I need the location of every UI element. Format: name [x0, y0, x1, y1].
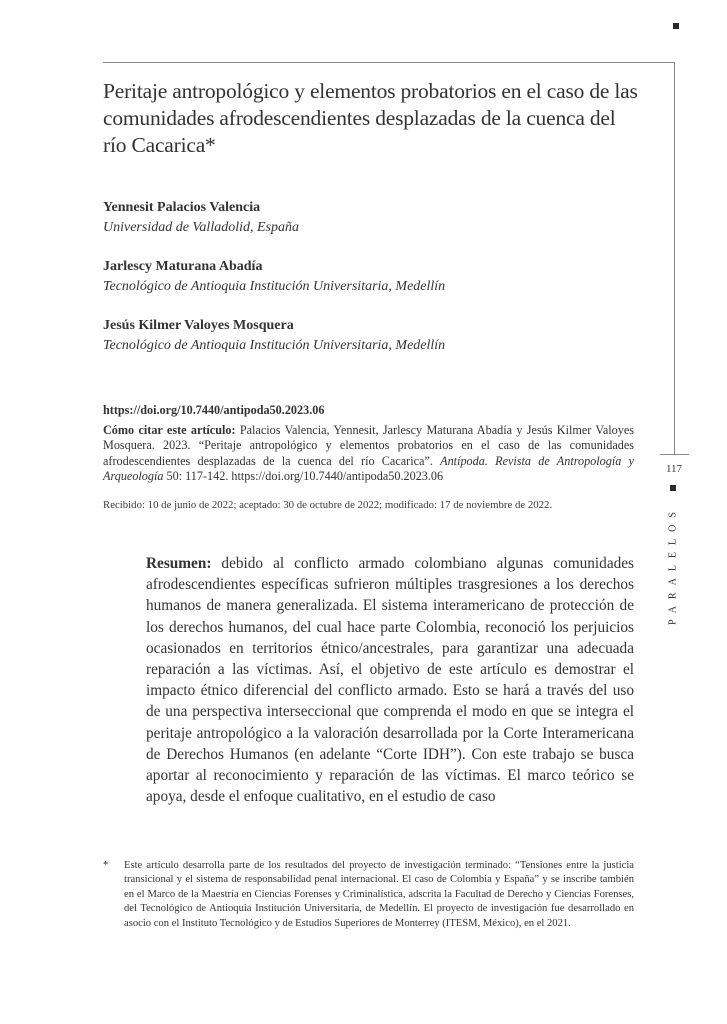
abstract	[146, 553, 634, 807]
citation-block	[103, 423, 634, 484]
publication-dates: Recibido: 10 de junio de 2022; aceptado: 30 de octubre de 2022; modificado: 17 de noviembre de 2022.	[103, 499, 553, 511]
author-name: Jesús Kilmer Valoyes Mosquera	[103, 318, 294, 333]
frame-tick-rule	[660, 454, 689, 455]
citation-label: Cómo citar este artículo:	[103, 423, 236, 437]
section-marker-square	[670, 485, 676, 491]
author-name: Jarlescy Maturana Abadía	[103, 259, 263, 274]
doi-link[interactable]: https://doi.org/10.7440/antipoda50.2023.06	[103, 403, 325, 417]
footnote-text: Este artículo desarrolla parte de los resultados del proyecto de investigación terminado: “Tensiones entre la justicia transicional y el sistema de responsabilidad penal internacional. El caso de Colombia y España” y se inscribe también en el Marco de la Maestría en Ciencias Forenses y Criminalística, adscrita la Facultad de Derecho y Ciencias Forenses, del Tecnológico de Antioquia Institución Universitaria, de Medellín. El proyecto de investigación fue desarrollado en asocio con el Instituto Tecnológico y de Estudios Superiores de Monterrey (ITESM, México), en el 2021.	[124, 860, 634, 929]
abstract-text: debido al conflicto armado colombiano algunas comunidades afrodescendientes específicas sufrieron múltiples trasgresiones a los derechos humanos de manera generalizada. El sistema interamericano de protección de los derechos humanos, del cual hace parte Colombia, reconoció los perjuicios ocasionados en territorios étnico/ancestrales, para garantizar una adecuada reparación a las víctimas. Así, el objetivo de este artículo es demostrar el impacto étnico diferencial del conflicto armado. Esto se hará a través del uso de una perspectiva interseccional que comprenda el modo en que se integra el peritaje antropológico a la valoración desarrollada por la Corte Interamericana de Derechos Humanos (en adelante “Corte IDH”). Con este trabajo se busca aportar al reconocimiento y reparación de las víctimas. El marco teórico se apoya, desde el enfoque cualitativo, en el estudio de caso	[146, 555, 634, 806]
author-block	[103, 316, 623, 356]
author-affiliation: Tecnológico de Antioquia Institución Universitaria, Medellín	[103, 338, 446, 353]
footnote	[103, 859, 634, 931]
citation-text: Palacios Valencia, Yennesit, Jarlescy Maturana Abadía y Jesús Kilmer Valoyes Mosquera. 2023. “Peritaje antropológico y elementos probatorios en el caso de las comunidades afrodescendientes desplazadas de la cuenca del río Cacarica”.	[103, 423, 634, 468]
citation-journal: Antípoda. Revista de Antropología y Arqueología	[103, 453, 634, 483]
author-block	[103, 198, 623, 238]
page-number: 117	[665, 463, 683, 475]
corner-marker-square	[673, 23, 679, 29]
author-name: Yennesit Palacios Valencia	[103, 200, 261, 215]
author-affiliation: Universidad de Valladolid, España	[103, 220, 299, 235]
frame-top-rule	[103, 62, 675, 63]
author-affiliation: Tecnológico de Antioquia Institución Universitaria, Medellín	[103, 279, 446, 294]
author-block	[103, 257, 623, 297]
frame-right-rule	[674, 62, 675, 455]
author-list	[103, 198, 623, 375]
citation-text-end: 50: 117-142. https://doi.org/10.7440/antipoda50.2023.06	[163, 468, 444, 483]
abstract-label: Resumen:	[146, 555, 212, 572]
article-title: Peritaje antropológico y elementos probatorios en el caso de las comunidades afrodescendientes desplazadas de la cuenca del río Cacarica*	[103, 79, 638, 157]
section-label: PARALELOS	[667, 505, 679, 625]
footnote-mark: *	[103, 860, 109, 871]
